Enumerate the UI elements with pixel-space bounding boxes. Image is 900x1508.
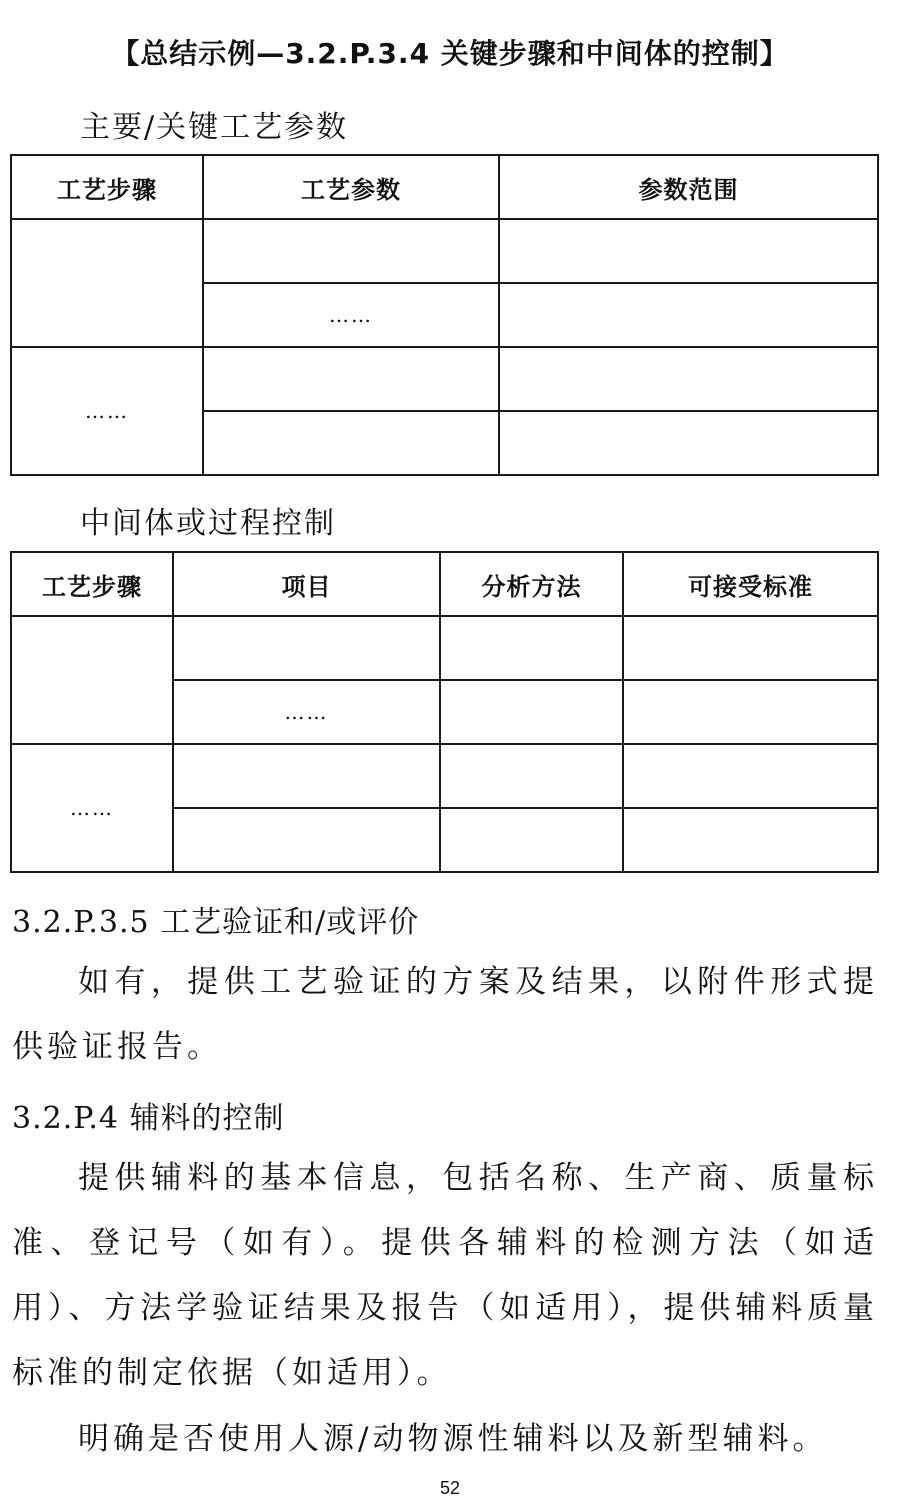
table-cell (499, 283, 878, 347)
table-cell (11, 347, 203, 475)
table-cell (623, 744, 878, 808)
header-item: 项目 (173, 552, 440, 616)
section-heading-3-2-p-4: 3.2.P.4 辅料的控制 (12, 1101, 285, 1136)
table-cell (623, 808, 878, 872)
ellipsis: …… (329, 302, 373, 327)
paragraph-process-validation: 如有，提供工艺验证的方案及结果，以附件形式提供验证报告。 (12, 964, 878, 1065)
table-header-row (11, 155, 878, 219)
paragraph-excipient-info: 提供辅料的基本信息，包括名称、生产商、质量标准、登记号（如有）。提供各辅料的检测方法（如适用）、方法学验证结果及报告（如适用），提供辅料质量标准的制定依据（如适用）。 (12, 1160, 878, 1391)
header-process-step: 工艺步骤 (11, 155, 203, 219)
ellipsis: …… (70, 795, 114, 820)
in-process-control-table (10, 551, 879, 873)
section-heading-3-2-p-3-5: 3.2.P.3.5 工艺验证和/或评价 (12, 905, 420, 940)
table-cell (173, 744, 440, 808)
table1-caption: 主要/关键工艺参数 (80, 110, 349, 145)
table-cell (11, 616, 173, 744)
table-row (11, 744, 878, 808)
table-cell (440, 744, 623, 808)
table-cell (440, 680, 623, 744)
table-cell (173, 680, 440, 744)
table-cell (499, 347, 878, 411)
process-parameter-table (10, 154, 879, 476)
header-analysis-method: 分析方法 (440, 552, 623, 616)
table-cell (203, 411, 499, 475)
table-cell (173, 616, 440, 680)
table-cell (499, 411, 878, 475)
table-cell (203, 347, 499, 411)
table-cell (440, 808, 623, 872)
ellipsis: …… (284, 699, 329, 724)
table-cell (623, 616, 878, 680)
table-row (11, 219, 878, 283)
table-header-row (11, 552, 878, 616)
paragraph-excipient-source: 明确是否使用人源/动物源性辅料以及新型辅料。 (78, 1421, 828, 1457)
table-cell (203, 283, 499, 347)
ellipsis: …… (85, 398, 129, 423)
table-cell (203, 219, 499, 283)
table-cell (499, 219, 878, 283)
header-parameter-range: 参数范围 (499, 155, 878, 219)
table2-caption: 中间体或过程控制 (80, 506, 336, 541)
table-cell (173, 808, 440, 872)
header-process-step: 工艺步骤 (11, 552, 173, 616)
table-cell (623, 680, 878, 744)
table-row (11, 616, 878, 680)
page-number: 52 (439, 1478, 461, 1498)
table-cell (440, 616, 623, 680)
table-cell (11, 744, 173, 872)
table-cell (11, 219, 203, 347)
header-acceptance-criteria: 可接受标准 (623, 552, 878, 616)
header-process-parameter: 工艺参数 (203, 155, 499, 219)
page-title: 【总结示例—3.2.P.3.4 关键步骤和中间体的控制】 (111, 37, 789, 70)
table-row (11, 347, 878, 411)
